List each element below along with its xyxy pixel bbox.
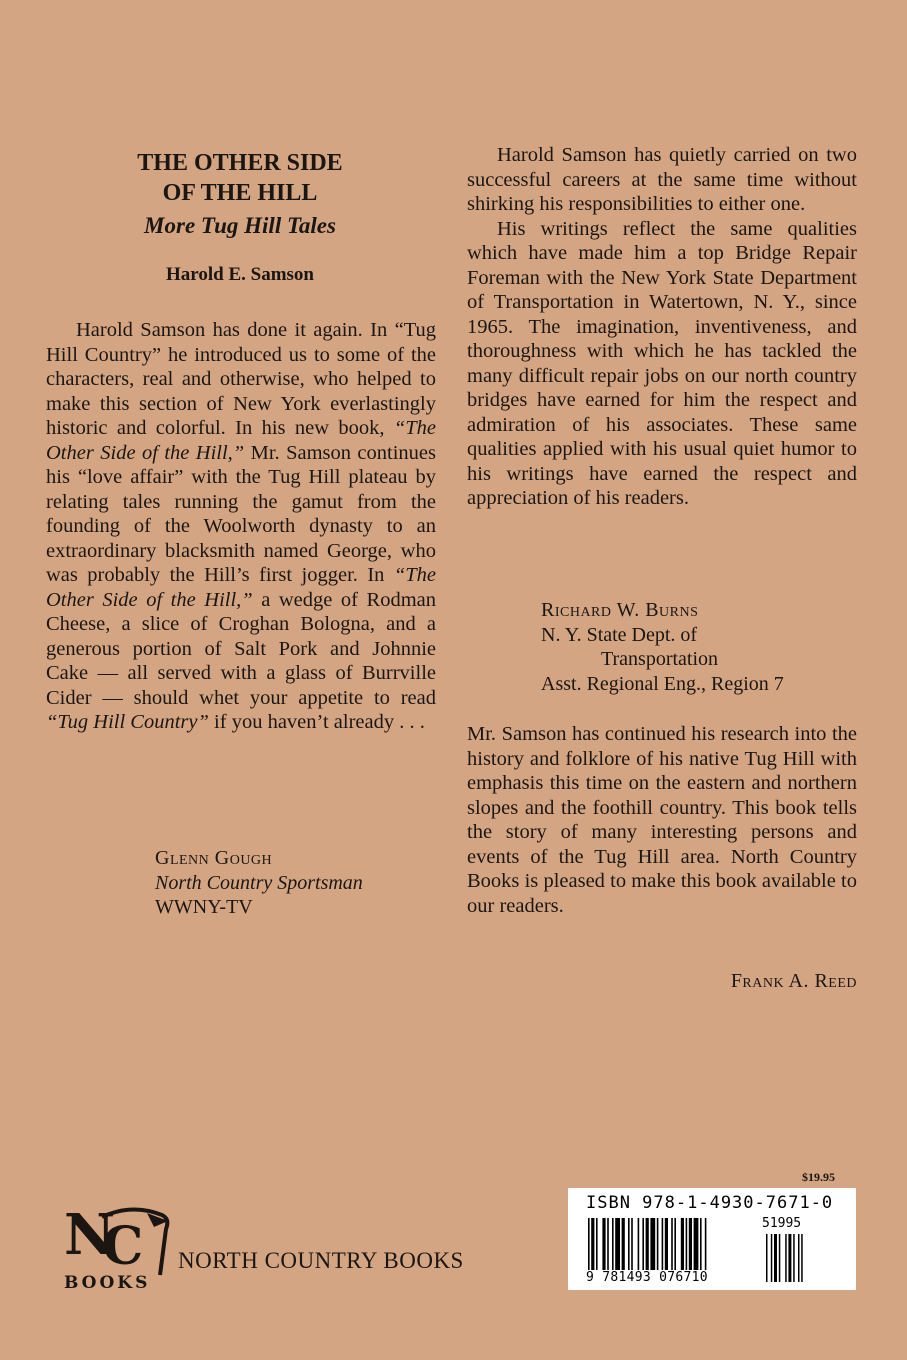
book-subtitle: More Tug Hill Tales <box>144 213 336 238</box>
price-barcode-bar <box>774 1234 777 1282</box>
logo-letter-c: C <box>102 1216 144 1277</box>
logo-letter-n: N <box>64 1202 116 1268</box>
barcode-bar <box>689 1218 692 1270</box>
barcode-bar <box>615 1218 620 1270</box>
isbn-number: ISBN 978-1-4930-7671-0 <box>586 1193 834 1213</box>
price-barcode-bar <box>779 1234 781 1282</box>
left-blurb-text-a: Harold Samson has done it again. In “Tug Hill Country” he introduced us to some of the characters, real and otherwise, who helped to make this section of New York everlastingly historic and colorful. In his new book, <box>46 319 436 439</box>
right-blurb-paragraph-1: Harold Samson has quietly carried on two successful careers at the same time without shirking his responsibilities to either one. <box>467 144 857 215</box>
right-signature-name: Richard W. Burns <box>541 599 699 621</box>
book-title-line-2: OF THE HILL <box>162 180 318 206</box>
left-blurb <box>46 318 436 735</box>
left-blurb-book-title-2: “The Other Side of the Hill,” <box>46 564 436 611</box>
barcode-bar <box>671 1218 673 1270</box>
barcode-bar <box>642 1218 644 1270</box>
left-blurb-text-d: if you haven’t already . . . <box>208 711 425 733</box>
barcode-bar <box>681 1218 684 1270</box>
barcode-bar <box>591 1218 594 1276</box>
barcode-bar <box>631 1218 633 1270</box>
price-label: $19.95 <box>802 1170 835 1184</box>
price-barcode-bar <box>771 1234 773 1282</box>
left-signature <box>155 846 363 920</box>
right-blurb <box>467 143 857 511</box>
price-barcode-bar <box>788 1234 791 1282</box>
barcode-bar <box>686 1218 688 1270</box>
barcode-bar <box>646 1218 649 1270</box>
price-barcode-bar <box>793 1234 795 1282</box>
price-barcode-bar <box>798 1234 800 1282</box>
left-blurb-book-title: “The Other Side of the Hill,” <box>46 417 436 464</box>
left-blurb-paragraph <box>46 318 436 735</box>
logo-word-books: BOOKS <box>64 1273 151 1293</box>
right-signature-dept: N. Y. State Dept. of <box>541 623 698 646</box>
publisher-note-paragraph: Mr. Samson has continued his research into the history and folklore of his native Tug Hill with emphasis this time on the eastern and northern slopes and the foothill country. This book tells the story of many interesting persons and events of the Tug Hill area. North Country Books is pleased to make this book available to our readers. <box>467 723 857 917</box>
barcode-bar <box>612 1218 614 1270</box>
barcode-bar <box>665 1218 668 1270</box>
publisher-note-signature: Frank A. Reed <box>730 970 857 992</box>
left-blurb-text-c: a wedge of Rodman Cheese, a slice of Croghan Bologna, and a generous portion of Salt Pork and Johnnie Cake — all served with a glass of Burrville Cider — should whet your appetite to read <box>46 588 436 709</box>
right-signature-title: Asst. Regional Eng., Region 7 <box>541 672 784 695</box>
price-barcode-bar <box>785 1234 787 1282</box>
barcode-bar <box>650 1218 655 1270</box>
barcode-bar <box>622 1218 625 1270</box>
barcode-bar <box>638 1218 640 1270</box>
right-blurb-paragraph-2: His writings reflect the same qualities which have made him a top Bridge Repair Foreman with the New York State Department of Transportation in Watertown, N. Y., since 1965. The imagination, inventiveness, and thoroughness with which he has tackled the many difficult repair jobs on our north country bridges have earned for him the respect and admiration of his associates. These same qualities applied with his usual quiet humor to his writings have earned the respect and appreciation of his readers. <box>467 217 857 509</box>
left-blurb-book-title-3: “Tug Hill Country” <box>46 711 209 733</box>
barcode-bar <box>694 1218 699 1270</box>
barcode-bar <box>657 1218 659 1270</box>
barcode-bar <box>607 1218 609 1270</box>
publisher-name: NORTH COUNTRY BOOKS <box>178 1248 464 1273</box>
price-barcode-bar <box>766 1234 768 1282</box>
barcode-bar <box>628 1218 630 1270</box>
barcode-bar <box>602 1218 605 1270</box>
right-signature <box>541 598 784 696</box>
barcode-bar <box>596 1218 598 1270</box>
right-signature-transportation: Transportation <box>601 648 719 670</box>
publisher-note <box>467 722 857 918</box>
left-signature-station: WWNY-TV <box>155 896 253 918</box>
barcode-bar <box>705 1218 707 1276</box>
barcode-bar <box>662 1218 664 1270</box>
barcode-bar <box>700 1218 702 1270</box>
price-barcode-bar <box>801 1234 803 1282</box>
book-title-line-1: THE OTHER SIDE <box>137 150 343 176</box>
price-code: 51995 <box>762 1216 802 1231</box>
left-blurb-text-b: Mr. Samson continues his “love affair” with the Tug Hill plateau by relating tales running the gamut from the founding of the Woolworth dynasty to an extraordinary blacksmith named George, who was probably the Hill’s first jogger. In <box>46 441 436 586</box>
nc-books-logo <box>62 1202 172 1297</box>
barcode-digits: 9 781493 076710 <box>586 1270 708 1285</box>
isbn-barcode-box <box>568 1188 856 1290</box>
book-author: Harold E. Samson <box>166 264 314 285</box>
left-signature-name: Glenn Gough <box>155 847 273 869</box>
barcode-bar <box>674 1218 676 1270</box>
barcode-bar <box>588 1218 590 1276</box>
left-signature-affiliation: North Country Sportsman <box>155 871 363 894</box>
